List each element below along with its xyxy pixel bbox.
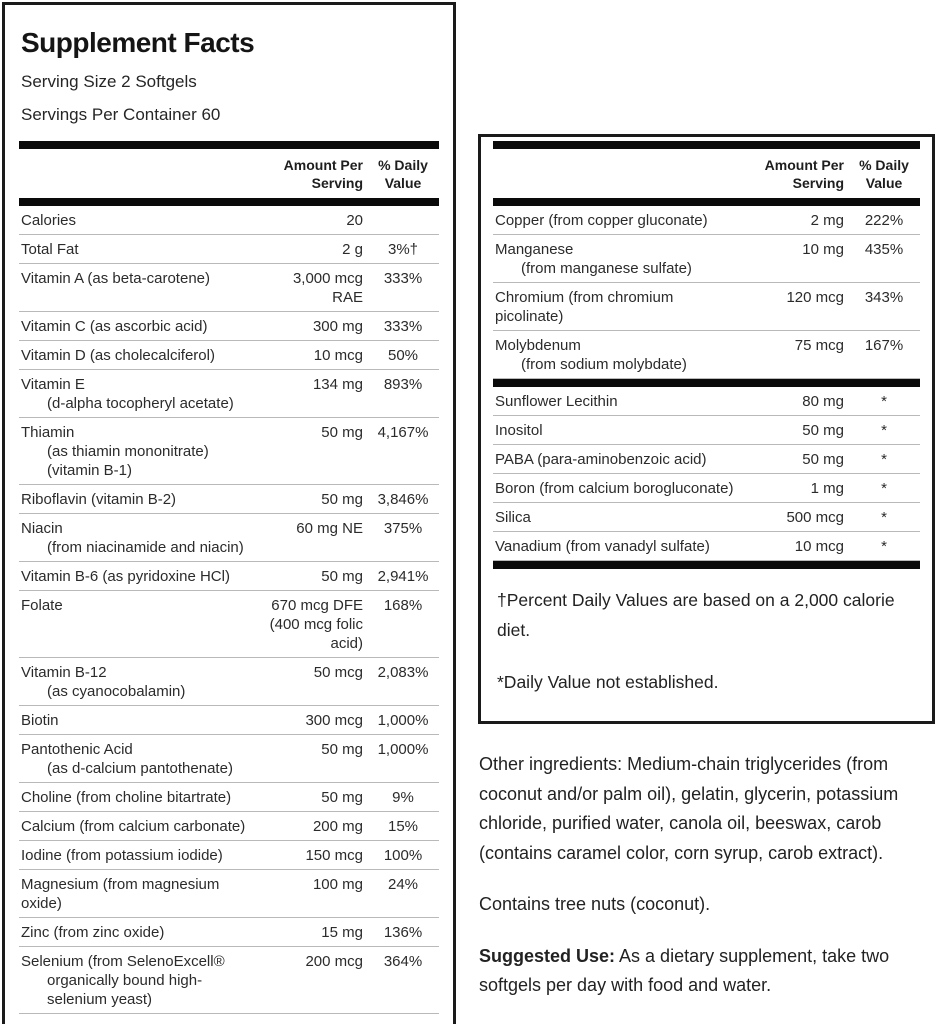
table-row xyxy=(19,947,439,1014)
nutrient-daily-value: 333% xyxy=(383,318,423,335)
nutrient-name: Vitamin A (as beta-carotene) xyxy=(21,270,210,287)
nutrient-amount: 50 mg xyxy=(321,424,363,441)
nutrient-amount: 50 mg xyxy=(802,451,844,468)
table-row xyxy=(493,532,920,561)
nutrient-name: Thiamin xyxy=(21,424,75,441)
nutrient-amount: 2 mg xyxy=(810,212,844,229)
nutrient-name-cell xyxy=(19,346,268,365)
section-bar xyxy=(493,141,920,149)
nutrient-name-cell xyxy=(19,211,268,230)
nutrient-daily-value: 168% xyxy=(383,597,423,614)
nutrient-daily-value: 3%† xyxy=(387,241,419,258)
nutrient-name-cell xyxy=(19,490,268,509)
nutrient-daily-value: * xyxy=(881,422,887,439)
nutrient-amount: 50 mg xyxy=(321,741,363,758)
nutrient-name-cell xyxy=(19,423,268,480)
nutrient-name: Molybdenum xyxy=(495,337,581,354)
amount-column-header: Amount Per Serving xyxy=(764,157,844,191)
nutrient-name-cell xyxy=(19,269,268,288)
nutrient-name-cell xyxy=(19,375,268,413)
nutrient-subname: (as cyanocobalamin) xyxy=(47,683,186,700)
nutrient-subname: (as thiamin mononitrate) (vitamin B-1) xyxy=(47,443,209,479)
supplement-facts-panel-continued xyxy=(478,134,935,724)
nutrient-amount: 100 mg xyxy=(312,876,363,893)
nutrient-subname: (d-alpha tocopheryl acetate) xyxy=(47,395,234,412)
nutrient-name: Calories xyxy=(21,212,77,229)
nutrient-amount: 50 mg xyxy=(321,568,363,585)
nutrient-name: Magnesium (from magnesium oxide) xyxy=(21,876,220,912)
table-row xyxy=(19,841,439,870)
table-row xyxy=(493,387,920,416)
nutrient-name-cell xyxy=(493,450,749,469)
nutrient-name: Niacin xyxy=(21,520,63,537)
nutrient-daily-value: 343% xyxy=(864,289,904,306)
table-row xyxy=(493,474,920,503)
section-bar xyxy=(493,561,920,569)
nutrient-subname: (as d-calcium pantothenate) xyxy=(47,760,233,777)
table-row xyxy=(19,735,439,783)
nutrient-amount: 80 mg xyxy=(802,393,844,410)
nutrient-name: Total Fat xyxy=(21,241,79,258)
nutrient-name-cell xyxy=(19,240,268,259)
daily-value-footnote: †Percent Daily Values are based on a 2,000 calorie diet. xyxy=(497,590,895,640)
nutrient-name-cell xyxy=(493,336,749,374)
nutrient-name-cell xyxy=(493,508,749,527)
nutrient-name-cell xyxy=(19,952,268,1009)
nutrient-daily-value: 333% xyxy=(383,270,423,287)
table-row xyxy=(493,331,920,379)
table-row xyxy=(19,418,439,485)
nutrient-name-cell xyxy=(19,740,268,778)
nutrient-daily-value: * xyxy=(881,538,887,555)
table-row xyxy=(19,312,439,341)
nutrient-daily-value: 100% xyxy=(383,847,423,864)
asterisk-footnote: *Daily Value not established. xyxy=(497,672,719,692)
nutrient-name: Vitamin B-12 xyxy=(21,664,107,681)
nutrient-daily-value: * xyxy=(881,393,887,410)
nutrient-name-cell xyxy=(493,421,749,440)
nutrient-amount: 10 mg xyxy=(802,241,844,258)
table-row xyxy=(19,341,439,370)
nutrient-name: Chromium (from chromium picolinate) xyxy=(495,289,674,325)
suggested-use xyxy=(478,942,935,1001)
table-row xyxy=(19,658,439,706)
nutrient-amount: 50 mg xyxy=(321,789,363,806)
nutrient-name-cell xyxy=(19,846,268,865)
nutrient-name-cell xyxy=(19,817,268,836)
nutrient-amount: 150 mcg xyxy=(305,847,363,864)
nutrient-daily-value: 2,941% xyxy=(377,568,429,585)
table-row xyxy=(493,445,920,474)
nutrient-name-cell xyxy=(19,567,268,586)
nutrient-daily-value: 9% xyxy=(392,789,414,806)
nutrient-amount: 50 mg xyxy=(321,491,363,508)
nutrient-name-cell xyxy=(19,875,268,913)
table-row xyxy=(19,562,439,591)
serving-size: Serving Size 2 Softgels xyxy=(21,72,197,91)
nutrient-amount: 20 xyxy=(346,212,363,229)
nutrient-name-cell xyxy=(493,537,749,556)
nutrient-name: Selenium (from SelenoExcell® xyxy=(21,953,225,970)
table-row xyxy=(19,591,439,658)
nutrient-name-cell xyxy=(19,711,268,730)
nutrient-daily-value: 24% xyxy=(387,876,419,893)
nutrient-daily-value: 435% xyxy=(864,241,904,258)
nutrient-daily-value: 1,000% xyxy=(377,712,429,729)
nutrient-name-cell xyxy=(19,317,268,336)
nutrient-daily-value: 167% xyxy=(864,337,904,354)
nutrient-daily-value: 893% xyxy=(383,376,423,393)
nutrient-name-cell xyxy=(493,211,749,230)
nutrient-amount: 50 mcg xyxy=(313,664,363,681)
nutrient-name: Silica xyxy=(495,509,531,526)
nutrient-subname: (from niacinamide and niacin) xyxy=(47,539,244,556)
nutrient-subname: organically bound high-selenium yeast) xyxy=(47,972,203,1008)
nutrient-name-cell xyxy=(493,288,749,326)
nutrient-name-cell xyxy=(493,479,749,498)
suggested-use-label: Suggested Use: xyxy=(479,945,616,966)
nutrient-amount: 75 mcg xyxy=(794,337,844,354)
nutrient-amount: 10 mcg xyxy=(313,347,363,364)
nutrient-daily-value: 222% xyxy=(864,212,904,229)
nutrient-amount: 50 mg xyxy=(802,422,844,439)
nutrient-daily-value: 15% xyxy=(387,818,419,835)
nutrient-amount: 1 mg xyxy=(810,480,844,497)
table-row xyxy=(19,918,439,947)
nutrient-name-cell xyxy=(19,663,268,701)
nutrient-amount: 200 mcg xyxy=(305,953,363,970)
nutrient-daily-value: * xyxy=(881,480,887,497)
nutrient-amount: 3,000 mcg RAE xyxy=(292,270,363,306)
table-row xyxy=(19,485,439,514)
nutrient-daily-value: 136% xyxy=(383,924,423,941)
nutrient-name-cell xyxy=(19,519,268,557)
nutrient-name: PABA (para-aminobenzoic acid) xyxy=(495,451,707,468)
nutrient-daily-value: * xyxy=(881,509,887,526)
allergen-statement: Contains tree nuts (coconut). xyxy=(479,894,711,914)
table-row xyxy=(19,235,439,264)
nutrient-name: Zinc (from zinc oxide) xyxy=(21,924,165,941)
nutrient-amount: 10 mcg xyxy=(794,538,844,555)
nutrient-daily-value: * xyxy=(881,451,887,468)
table-row xyxy=(19,514,439,562)
nutrient-amount: 120 mcg xyxy=(786,289,844,306)
table-row xyxy=(493,206,920,235)
other-ingredients: Other ingredients: Medium-chain triglycerides (from coconut and/or palm oil), gelatin, glycerin, potassium chloride, purified water, canola oil, beeswax, carob (contains caramel color, corn syrup, carob extract). xyxy=(479,754,899,863)
section-bar xyxy=(493,379,920,387)
suggested-use-text: As a dietary supplement, take two softgels per day with food and water. xyxy=(479,945,890,995)
nutrient-daily-value: 2,083% xyxy=(377,664,429,681)
left-table-rows xyxy=(19,206,439,1014)
right-column xyxy=(478,134,935,1001)
nutrient-daily-value: 50% xyxy=(387,347,419,364)
nutrient-name: Biotin xyxy=(21,712,59,729)
nutrient-amount: 300 mcg xyxy=(305,712,363,729)
nutrient-name: Vitamin D (as cholecalciferol) xyxy=(21,347,215,364)
nutrient-amount: 200 mg xyxy=(312,818,363,835)
daily-value-column-header: % Daily Value xyxy=(859,157,909,191)
nutrient-name: Copper (from copper gluconate) xyxy=(495,212,708,229)
table-row xyxy=(19,264,439,312)
right-table-minerals-rows xyxy=(493,206,920,379)
supplement-facts-panel xyxy=(2,2,456,1024)
daily-value-column-header: % Daily Value xyxy=(378,157,428,191)
nutrient-name: Vitamin C (as ascorbic acid) xyxy=(21,318,208,335)
nutrient-name: Riboflavin (vitamin B-2) xyxy=(21,491,177,508)
nutrient-daily-value: 364% xyxy=(383,953,423,970)
table-row xyxy=(19,783,439,812)
table-row xyxy=(19,870,439,918)
nutrient-name: Manganese xyxy=(495,241,574,258)
nutrient-amount: 60 mg NE xyxy=(296,520,363,537)
table-row xyxy=(19,812,439,841)
nutrient-daily-value: 3,846% xyxy=(377,491,429,508)
nutrient-amount: 300 mg xyxy=(312,318,363,335)
servings-per-container: Servings Per Container 60 xyxy=(21,105,221,124)
table-row xyxy=(19,206,439,235)
nutrient-subname: (from sodium molybdate) xyxy=(521,356,687,373)
panel-title: Supplement Facts xyxy=(21,27,255,58)
nutrient-name: Iodine (from potassium iodide) xyxy=(21,847,223,864)
nutrient-name: Pantothenic Acid xyxy=(21,741,133,758)
nutrient-name: Calcium (from calcium carbonate) xyxy=(21,818,246,835)
nutrient-name: Choline (from choline bitartrate) xyxy=(21,789,232,806)
nutrient-name-cell xyxy=(493,240,749,278)
nutrient-name-cell xyxy=(19,923,268,942)
nutrient-name: Vitamin E xyxy=(21,376,85,393)
nutrient-daily-value: 4,167% xyxy=(377,424,429,441)
nutrient-name: Sunflower Lecithin xyxy=(495,393,618,410)
nutrient-amount: 134 mg xyxy=(312,376,363,393)
section-bar xyxy=(19,141,439,149)
table-row xyxy=(493,235,920,283)
section-bar xyxy=(19,198,439,206)
left-table-header xyxy=(19,149,439,198)
nutrient-daily-value: 1,000% xyxy=(377,741,429,758)
amount-column-header: Amount Per Serving xyxy=(283,157,363,191)
nutrient-name: Vitamin B-6 (as pyridoxine HCl) xyxy=(21,568,230,585)
nutrient-amount: 500 mcg xyxy=(786,509,844,526)
table-row xyxy=(493,416,920,445)
nutrient-name: Inositol xyxy=(495,422,543,439)
table-row xyxy=(493,283,920,331)
table-row xyxy=(493,503,920,532)
right-table-other-rows xyxy=(493,387,920,561)
nutrient-amount: 2 g xyxy=(342,241,363,258)
nutrient-name: Vanadium (from vanadyl sulfate) xyxy=(495,538,710,555)
nutrient-name: Folate xyxy=(21,597,63,614)
section-bar xyxy=(493,198,920,206)
nutrient-daily-value: 375% xyxy=(383,520,423,537)
nutrient-name: Boron (from calcium borogluconate) xyxy=(495,480,734,497)
table-row xyxy=(19,370,439,418)
table-row xyxy=(19,706,439,735)
nutrient-name-cell xyxy=(19,596,268,615)
nutrient-subname: (from manganese sulfate) xyxy=(521,260,692,277)
nutrient-name-cell xyxy=(493,392,749,411)
nutrient-amount: 15 mg xyxy=(321,924,363,941)
nutrient-name-cell xyxy=(19,788,268,807)
nutrient-amount: 670 mcg DFE (400 mcg folic acid) xyxy=(269,597,363,652)
right-table-header xyxy=(493,149,920,198)
